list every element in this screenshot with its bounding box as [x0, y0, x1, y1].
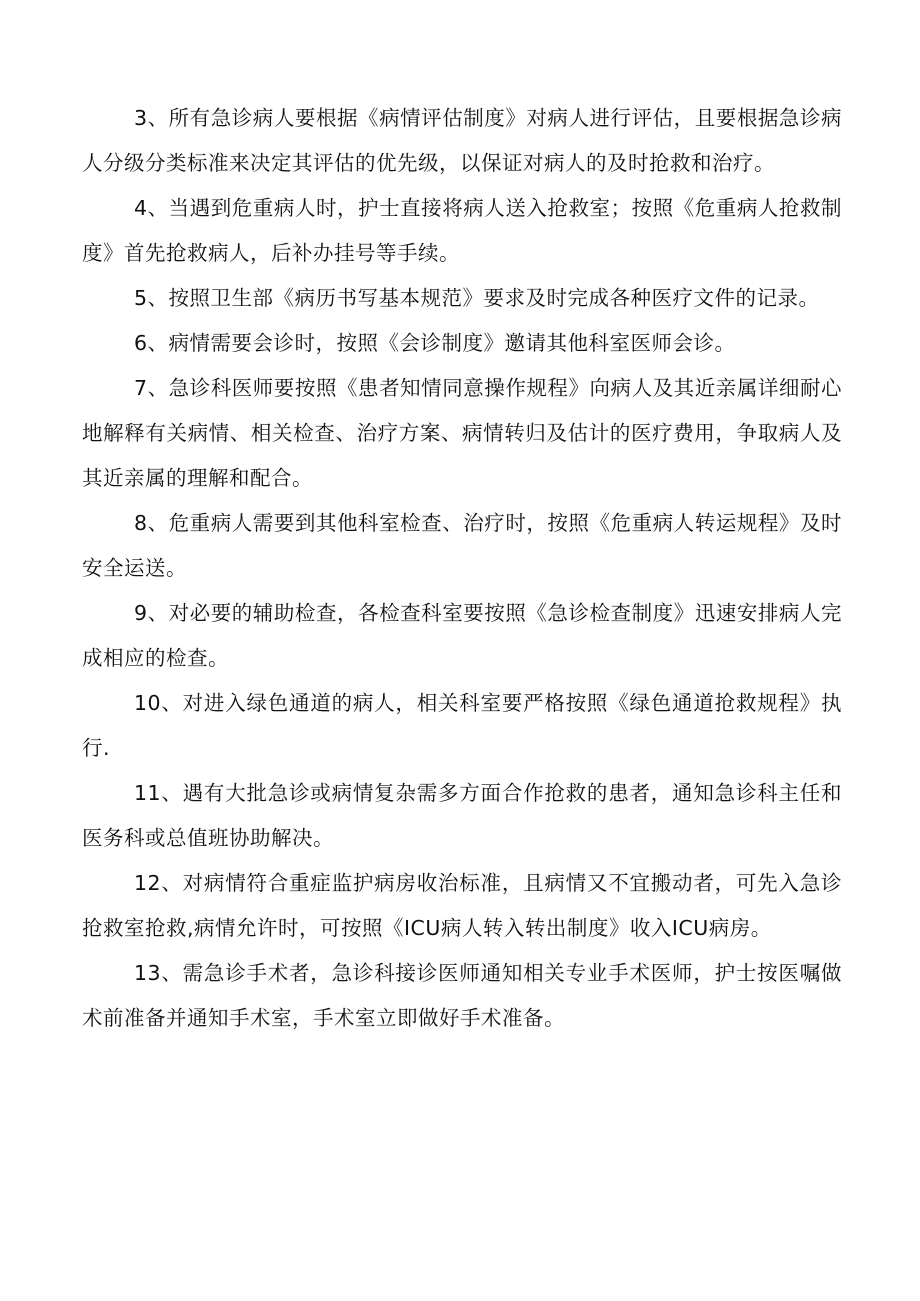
paragraph-item-11: 11、遇有大批急诊或病情复杂需多方面合作抢救的患者，通知急诊科主任和医务科或总值班协助解决。	[82, 781, 842, 850]
paragraph-item-9: 9、对必要的辅助检查，各检查科室要按照《急诊检查制度》迅速安排病人完成相应的检查。	[82, 601, 842, 670]
paragraph-item-8: 8、危重病人需要到其他科室检查、治疗时，按照《危重病人转运规程》及时安全运送。	[82, 511, 842, 580]
paragraph-item-6: 6、病情需要会诊时，按照《会诊制度》邀请其他科室医师会诊。	[134, 331, 736, 355]
paragraph-item-12: 12、对病情符合重症监护病房收治标准，且病情又不宜搬动者，可先入急诊抢救室抢救,病情允许时，可按照《ICU病人转入转出制度》收入ICU病房。	[82, 871, 842, 940]
paragraph-item-10: 10、对进入绿色通道的病人，相关科室要严格按照《绿色通道抢救规程》执行.	[82, 691, 842, 760]
paragraph-item-5: 5、按照卫生部《病历书写基本规范》要求及时完成各种医疗文件的记录。	[134, 286, 820, 310]
document-page	[82, 96, 842, 1041]
paragraph-item-13: 13、需急诊手术者，急诊科接诊医师通知相关专业手术医师，护士按医嘱做术前准备并通知手术室，手术室立即做好手术准备。	[82, 961, 842, 1030]
paragraph-item-3: 3、所有急诊病人要根据《病情评估制度》对病人进行评估，且要根据急诊病人分级分类标准来决定其评估的优先级，以保证对病人的及时抢救和治疗。	[82, 106, 842, 175]
paragraph-item-4: 4、当遇到危重病人时，护士直接将病人送入抢救室；按照《危重病人抢救制度》首先抢救病人，后补办挂号等手续。	[82, 196, 842, 265]
paragraph-item-7: 7、急诊科医师要按照《患者知情同意操作规程》向病人及其近亲属详细耐心地解释有关病情、相关检查、治疗方案、病情转归及估计的医疗费用，争取病人及其近亲属的理解和配合。	[82, 376, 842, 490]
